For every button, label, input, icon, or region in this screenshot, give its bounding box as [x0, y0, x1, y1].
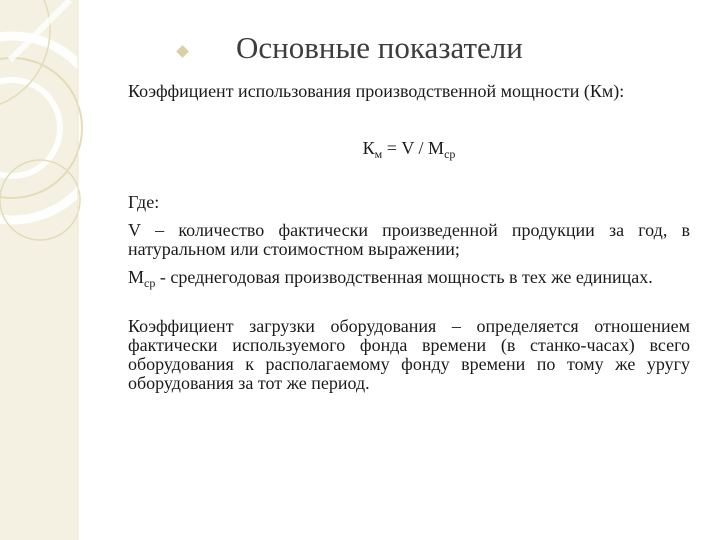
definition-item: [128, 221, 690, 259]
definition-symbol: М: [128, 267, 145, 287]
title-bullet-icon: [176, 45, 189, 58]
definition-text: - среднегодовая производственная мощность в тех же единицах.: [155, 267, 653, 287]
formula-lhs: К: [362, 138, 375, 158]
formula-mid: = V / М: [382, 138, 445, 158]
formula-rhs-sub: ср: [444, 147, 456, 161]
intro-text: Коэффициент использования производственной мощности (Км):: [128, 81, 625, 101]
slide-content: [128, 82, 690, 393]
definition-symbol: V: [128, 220, 141, 240]
definition-symbol-sub: ср: [144, 276, 156, 290]
load-coefficient-paragraph: Коэффициент загрузки оборудования – определяется отношением фактически используемого фонда времени (в станко-часах) всего оборудования к располагаемому фонду времени по тому же уругу оборудования за тот же период.: [128, 316, 690, 393]
definition-item: [128, 267, 690, 290]
where-label: Где:: [128, 192, 160, 212]
decorative-rings: [0, 0, 130, 540]
slide-title: Основные показатели: [236, 30, 523, 65]
formula-lhs-sub: м: [374, 147, 383, 161]
formula: [128, 138, 690, 161]
definition-text: – количество фактически произведенной продукции за год, в натуральном или стоимостном выражении;: [128, 220, 690, 259]
